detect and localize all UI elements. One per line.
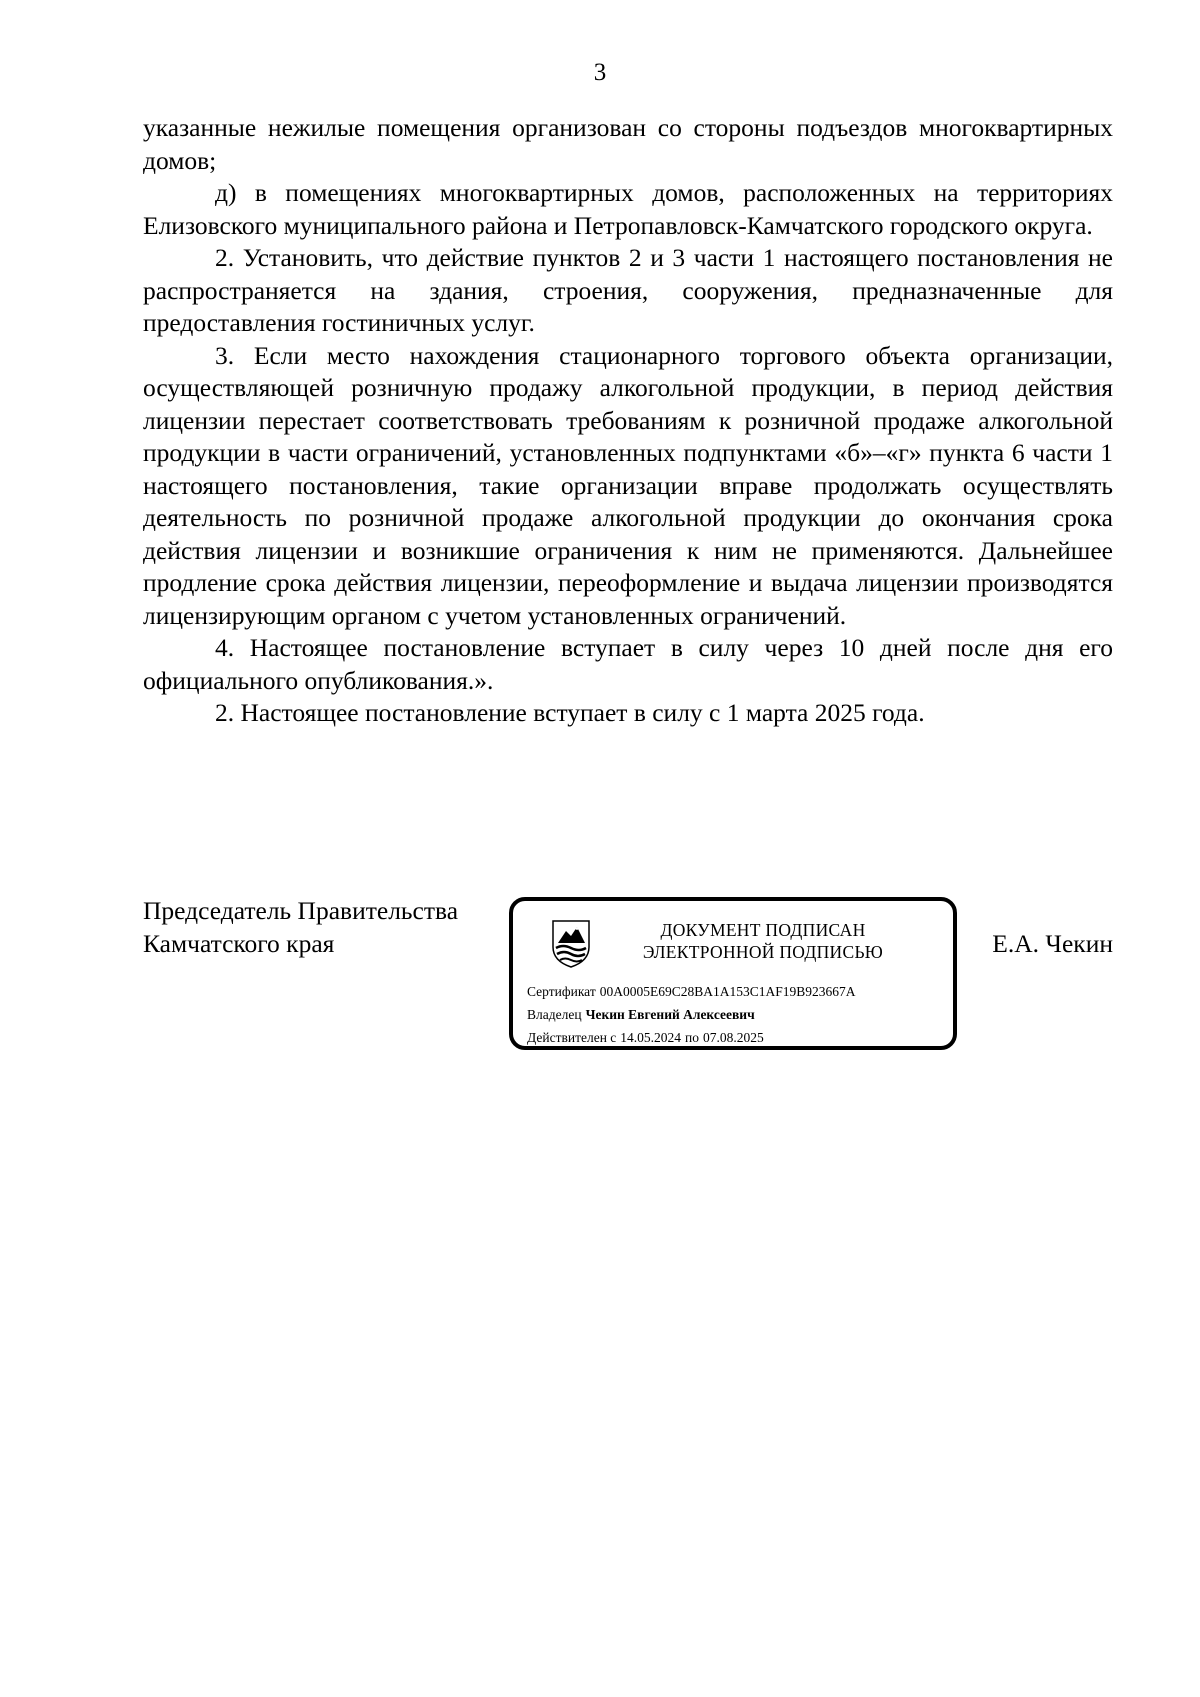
signatory-position-line1: Председатель Правительства	[143, 896, 459, 925]
validity-to-label: по	[685, 1030, 700, 1045]
stamp-validity-line	[527, 1029, 764, 1047]
stamp-owner-line	[527, 1006, 755, 1024]
stamp-header-line1: ДОКУМЕНТ ПОДПИСАН	[660, 920, 866, 940]
document-body	[143, 112, 1113, 730]
certificate-label: Сертификат	[527, 984, 596, 999]
paragraph-subitem-d: д) в помещениях многоквартирных домов, расположенных на территориях Елизовского муниципального района и Петропавловск-Камчатского городского округа.	[143, 178, 1113, 240]
paragraph-item-4: 4. Настоящее постановление вступает в силу через 10 дней после дня его официального опубликования.».	[143, 633, 1113, 695]
electronic-signature-stamp	[509, 897, 957, 1050]
signatory-position-line2: Камчатского края	[143, 928, 335, 958]
owner-label: Владелец	[527, 1007, 582, 1022]
stamp-header	[608, 919, 918, 963]
stamp-certificate-line	[527, 983, 856, 1001]
page-number: 3	[593, 59, 607, 86]
validity-label: Действителен с	[527, 1030, 617, 1045]
signatory-position	[143, 895, 458, 960]
certificate-value: 00A0005E69C28BA1A153C1AF19B923667A	[599, 984, 856, 999]
paragraph-item-2: 2. Установить, что действие пунктов 2 и 3 части 1 настоящего постановления не распространяется на здания, строения, сооружения, предназначенные для предоставления гостиничных услуг.	[143, 243, 1113, 337]
paragraph-effective-date: 2. Настоящее постановление вступает в силу с 1 марта 2025 года.	[215, 698, 925, 727]
paragraph-continuation: указанные нежилые помещения организован со стороны подъездов многоквартирных домов;	[143, 113, 1113, 175]
kamchatka-coat-of-arms-icon	[549, 917, 593, 969]
signatory-name: Е.А. Чекин	[992, 929, 1113, 958]
validity-to: 07.08.2025	[703, 1030, 764, 1045]
paragraph-item-3: 3. Если место нахождения стационарного торгового объекта организации, осуществляющей розничную продажу алкогольной продукции, в период действия лицензии перестает соответствовать требованиям к розничной продаже алкогольной продукции в части ограничений, установленных подпунктами «б»–«г» пункта 6 части 1 настоящего постановления, такие организации вправе продолжать осуществлять деятельность по розничной продаже алкогольной продукции до окончания срока действия лицензии и возникшие ограничения к ним не применяются. Дальнейшее продление срока действия лицензии, переоформление и выдача лицензии производятся лицензирующим органом с учетом установленных ограничений.	[143, 340, 1113, 630]
validity-from: 14.05.2024	[620, 1030, 682, 1045]
owner-value: Чекин Евгений Алексеевич	[585, 1007, 755, 1022]
stamp-header-line2: ЭЛЕКТРОННОЙ ПОДПИСЬЮ	[642, 942, 884, 962]
